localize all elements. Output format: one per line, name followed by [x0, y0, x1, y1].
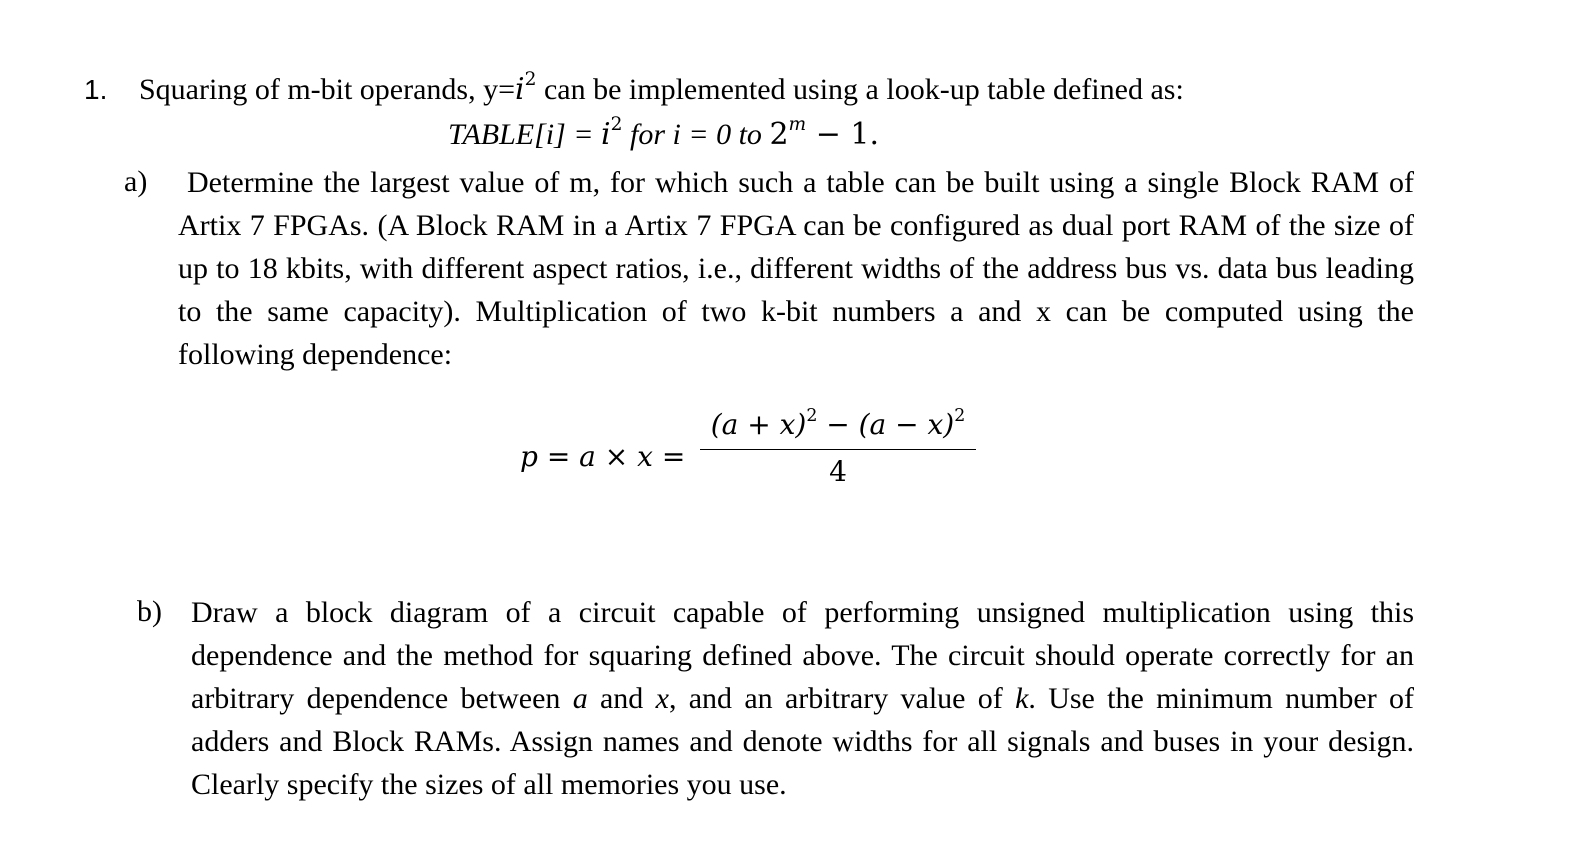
table-def-lhs: TABLE[i] = — [448, 118, 602, 151]
formula-exp-1: 2 — [806, 405, 818, 426]
table-definition — [448, 114, 880, 152]
formula-numerator — [700, 404, 976, 446]
table-def-i: i — [601, 117, 611, 152]
formula-denominator: 4 — [829, 455, 847, 488]
formula-lhs: p = a × x = — [520, 440, 686, 473]
table-def-base: 2 — [769, 117, 789, 152]
question-stem-prefix: Squaring of m-bit operands, y= — [139, 73, 516, 106]
part-b-var-x: x — [655, 682, 669, 715]
table-def-mid: for i = 0 to — [622, 118, 770, 151]
question-stem-suffix: can be implemented using a look-up table defined as: — [536, 73, 1184, 106]
table-def-exp2: m — [788, 114, 807, 136]
part-a-label: a) — [124, 165, 148, 198]
table-def-exp1: 2 — [610, 114, 623, 136]
multiplication-formula — [520, 404, 1000, 504]
part-b-var-k: k — [1015, 682, 1029, 715]
formula-numerator-2: (a − x) — [858, 408, 955, 441]
question-number: 1. — [84, 74, 108, 105]
part-b-seg3: , and an arbitrary value of — [668, 682, 1016, 715]
formula-minus: − — [817, 408, 859, 441]
formula-exp-2: 2 — [954, 405, 966, 426]
part-b-seg2: and — [587, 682, 656, 715]
part-b-text — [191, 591, 1414, 806]
question-stem — [139, 69, 1184, 107]
fraction-bar — [700, 449, 976, 450]
part-b-var-a: a — [572, 682, 588, 715]
question-stem-var: i — [515, 72, 525, 107]
part-b-seg4: . Use the minimum number of adders and Block RAMs. Assign names and denote widths for all signals and buses in your design. Clearly specify the sizes of all memories you use. — [191, 682, 1414, 801]
table-def-tail: − 1. — [806, 117, 880, 152]
formula-fraction — [700, 404, 976, 490]
question-stem-exp: 2 — [524, 69, 537, 91]
formula-numerator-1: (a + x) — [710, 408, 807, 441]
part-b-label: b) — [137, 595, 162, 628]
part-b-seg1: Draw a block diagram of a circuit capable of performing unsigned multiplication using this dependence and the method for squaring defined above. The circuit should operate correctly for an arbitrary dependence between — [191, 596, 1414, 715]
part-a-text: Determine the largest value of m, for which such a table can be built using a single Block RAM of Artix 7 FPGAs. (A Block RAM in a Artix 7 FPGA can be configured as dual port RAM of the size of up to 18 kbits, with different aspect ratios, i.e., different widths of the address bus vs. data bus leading to the same capacity). Multiplication of two k-bit numbers a and x can be computed using the following dependence: — [178, 166, 1414, 371]
